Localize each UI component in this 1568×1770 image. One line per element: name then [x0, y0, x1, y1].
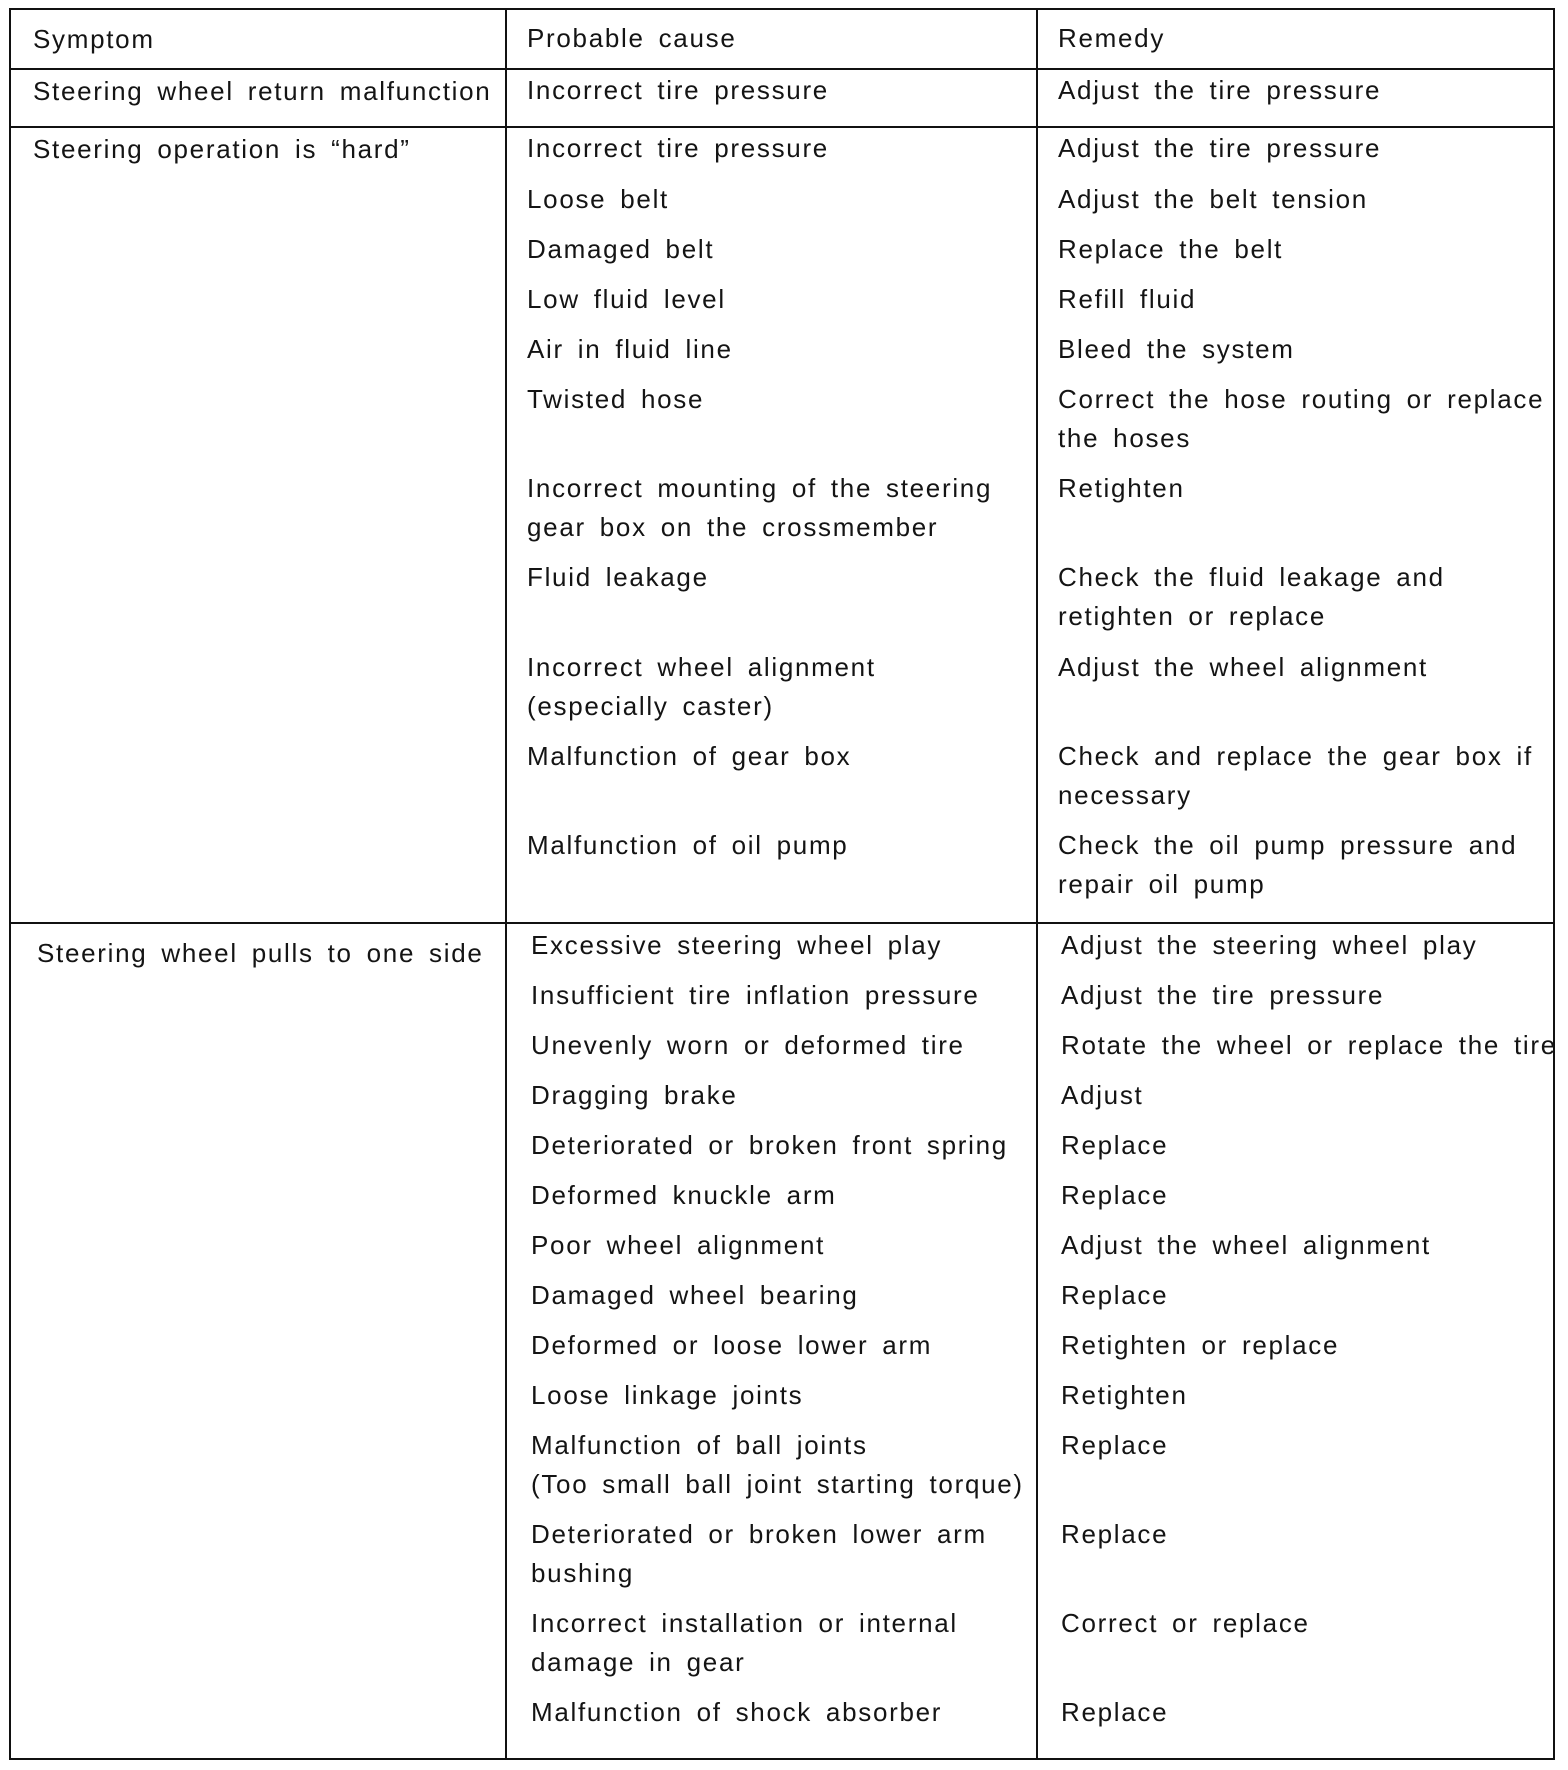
probable-cause-cell: Insufficient tire inflation pressure	[531, 980, 980, 1010]
probable-cause-cell: (Too small ball joint starting torque)	[531, 1469, 1024, 1499]
remedy-cell: Rotate the wheel or replace the tire	[1061, 1030, 1557, 1060]
remedy-cell: Correct or replace	[1061, 1608, 1310, 1638]
remedy-cell: Replace	[1061, 1519, 1169, 1549]
probable-cause-cell: Damaged wheel bearing	[531, 1280, 859, 1310]
remedy-cell: repair oil pump	[1058, 869, 1266, 899]
remedy-cell: Check and replace the gear box if	[1058, 741, 1533, 771]
symptom-cell: Steering wheel pulls to one side	[37, 938, 484, 968]
probable-cause-cell: gear box on the crossmember	[527, 512, 939, 542]
probable-cause-cell: Poor wheel alignment	[531, 1230, 826, 1260]
probable-cause-cell: Fluid leakage	[527, 562, 709, 592]
row-divider	[11, 922, 1553, 924]
remedy-cell: Replace	[1061, 1130, 1169, 1160]
probable-cause-cell: Deformed knuckle arm	[531, 1180, 837, 1210]
row-divider	[11, 68, 1553, 70]
remedy-cell: Check the oil pump pressure and	[1058, 830, 1518, 860]
remedy-cell: the hoses	[1058, 423, 1192, 453]
symptom-cell: Steering operation is “hard”	[33, 134, 411, 164]
remedy-cell: Check the fluid leakage and	[1058, 562, 1445, 592]
probable-cause-cell: Unevenly worn or deformed tire	[531, 1030, 965, 1060]
probable-cause-cell: Malfunction of ball joints	[531, 1430, 868, 1460]
row-divider	[11, 126, 1553, 128]
remedy-cell: Adjust	[1061, 1080, 1144, 1110]
probable-cause-cell: Malfunction of gear box	[527, 741, 852, 771]
remedy-cell: Retighten	[1061, 1380, 1188, 1410]
remedy-cell: Replace	[1061, 1697, 1169, 1727]
probable-cause-cell: Excessive steering wheel play	[531, 930, 943, 960]
header-probable-cause: Probable cause	[527, 23, 737, 53]
remedy-cell: Bleed the system	[1058, 334, 1295, 364]
remedy-cell: Adjust the tire pressure	[1058, 133, 1382, 163]
column-divider	[505, 10, 507, 1758]
probable-cause-cell: Incorrect tire pressure	[527, 75, 829, 105]
probable-cause-cell: Loose belt	[527, 184, 669, 214]
remedy-cell: Adjust the tire pressure	[1061, 980, 1385, 1010]
probable-cause-cell: Damaged belt	[527, 234, 715, 264]
remedy-cell: Replace	[1061, 1180, 1169, 1210]
probable-cause-cell: damage in gear	[531, 1647, 746, 1677]
probable-cause-cell: Deteriorated or broken lower arm	[531, 1519, 987, 1549]
remedy-cell: Retighten	[1058, 473, 1185, 503]
troubleshooting-table	[9, 8, 1555, 1760]
remedy-cell: Retighten or replace	[1061, 1330, 1340, 1360]
probable-cause-cell: Loose linkage joints	[531, 1380, 804, 1410]
probable-cause-cell: Air in fluid line	[527, 334, 733, 364]
header-remedy: Remedy	[1058, 23, 1166, 53]
symptom-cell: Steering wheel return malfunction	[33, 76, 492, 106]
probable-cause-cell: (especially caster)	[527, 691, 774, 721]
probable-cause-cell: Deformed or loose lower arm	[531, 1330, 933, 1360]
remedy-cell: necessary	[1058, 780, 1192, 810]
probable-cause-cell: bushing	[531, 1558, 634, 1588]
header-symptom: Symptom	[33, 24, 155, 54]
remedy-cell: Refill fluid	[1058, 284, 1197, 314]
column-divider	[1036, 10, 1038, 1758]
probable-cause-cell: Deteriorated or broken front spring	[531, 1130, 1008, 1160]
remedy-cell: Correct the hose routing or replace	[1058, 384, 1545, 414]
probable-cause-cell: Incorrect installation or internal	[531, 1608, 958, 1638]
probable-cause-cell: Twisted hose	[527, 384, 705, 414]
probable-cause-cell: Dragging brake	[531, 1080, 738, 1110]
probable-cause-cell: Low fluid level	[527, 284, 726, 314]
probable-cause-cell: Incorrect wheel alignment	[527, 652, 876, 682]
probable-cause-cell: Malfunction of oil pump	[527, 830, 849, 860]
remedy-cell: Replace the belt	[1058, 234, 1284, 264]
remedy-cell: Adjust the wheel alignment	[1058, 652, 1428, 682]
remedy-cell: Adjust the steering wheel play	[1061, 930, 1478, 960]
probable-cause-cell: Incorrect mounting of the steering	[527, 473, 993, 503]
probable-cause-cell: Malfunction of shock absorber	[531, 1697, 943, 1727]
probable-cause-cell: Incorrect tire pressure	[527, 133, 829, 163]
remedy-cell: Replace	[1061, 1430, 1169, 1460]
remedy-cell: Adjust the tire pressure	[1058, 75, 1382, 105]
remedy-cell: Adjust the wheel alignment	[1061, 1230, 1431, 1260]
remedy-cell: retighten or replace	[1058, 601, 1327, 631]
remedy-cell: Replace	[1061, 1280, 1169, 1310]
remedy-cell: Adjust the belt tension	[1058, 184, 1368, 214]
